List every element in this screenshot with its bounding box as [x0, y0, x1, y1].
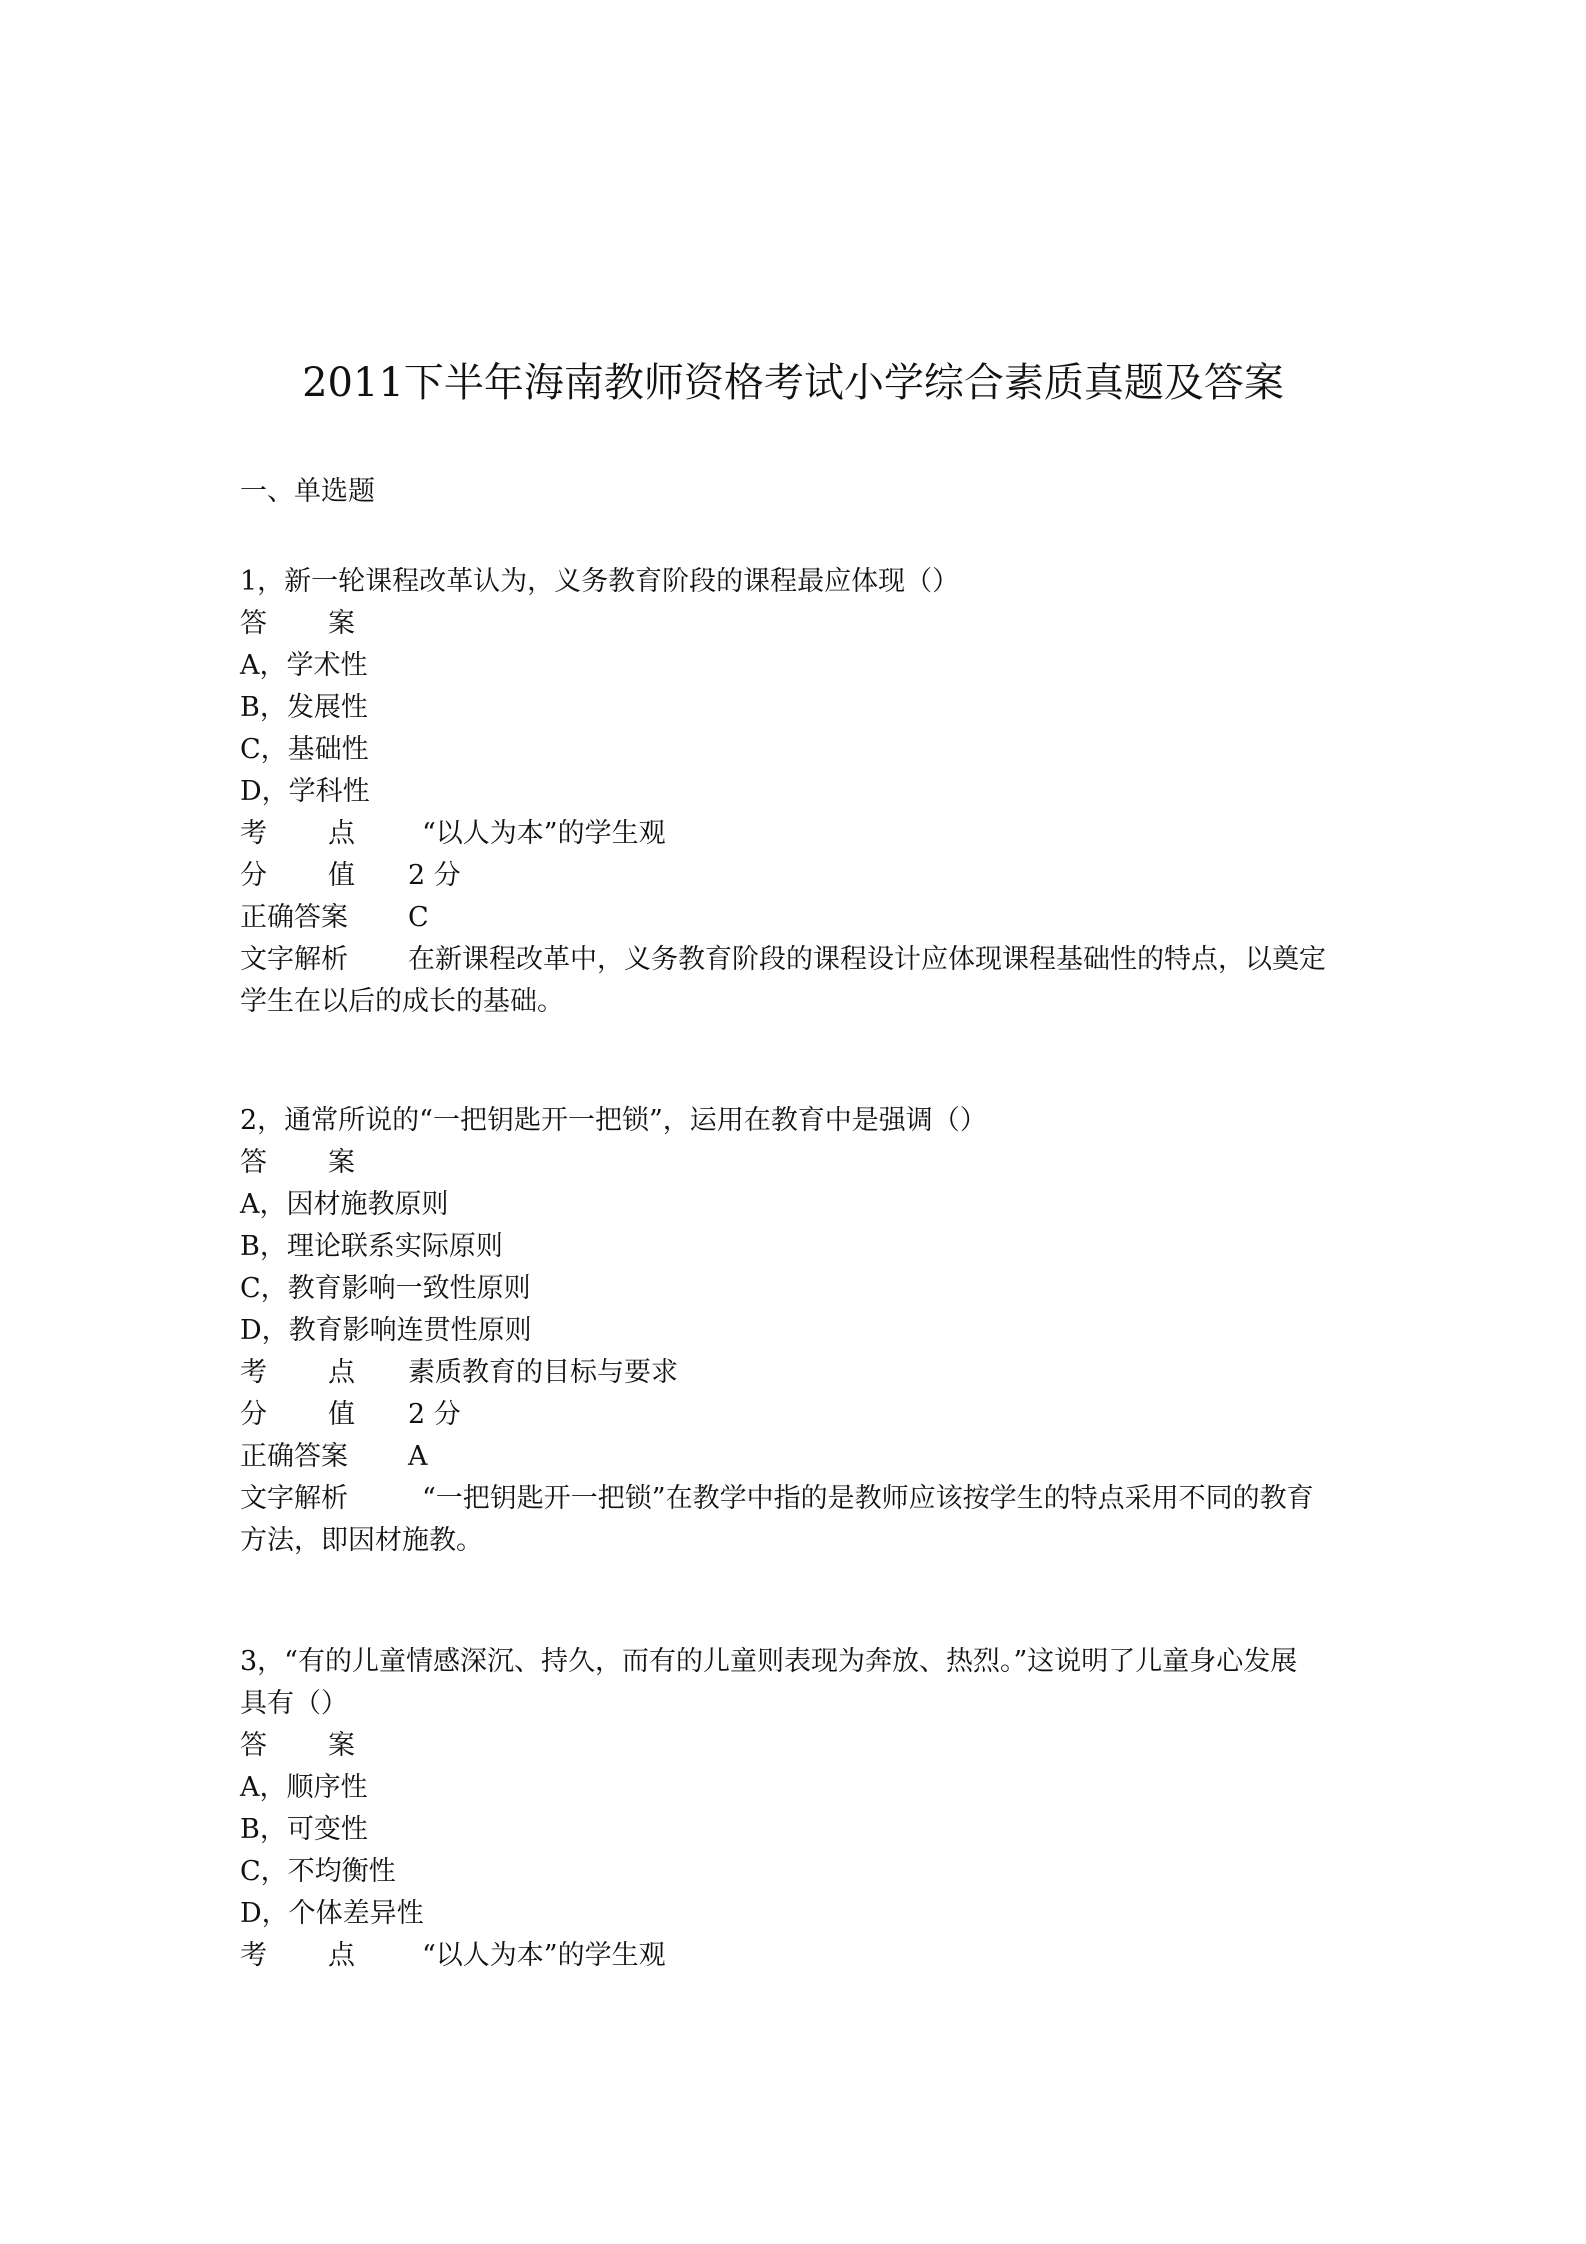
analysis-block [240, 939, 1350, 1023]
label-char: 考 [240, 818, 267, 849]
score-row [240, 1394, 1350, 1436]
analysis-text: 在新课程改革中，义务教育阶段的课程设计应体现课程基础性的特点，以奠定 [408, 944, 1326, 975]
point-value: “以人为本”的学生观 [422, 1940, 666, 1971]
label-char: 答 [240, 1147, 267, 1178]
analysis-label: 文字解析 [240, 1483, 348, 1514]
option-b: B，可变性 [240, 1814, 368, 1845]
option-d: D，教育影响连贯性原则 [240, 1315, 532, 1346]
section-heading: 一、单选题 [240, 476, 375, 507]
correct-row [240, 897, 1350, 939]
point-value: “以人为本”的学生观 [422, 818, 666, 849]
correct-value: A [408, 1441, 428, 1472]
label-char: 点 [328, 1940, 355, 1971]
score-value: 2 分 [408, 1399, 461, 1430]
option-b: B，发展性 [240, 692, 368, 723]
point-row [240, 813, 1350, 855]
label-char: 分 [240, 860, 267, 891]
answer-label-row [240, 1142, 1350, 1184]
question-stem: 3，“有的儿童情感深沉、持久，而有的儿童则表现为奔放、热烈。”这说明了儿童身心发展 [240, 1646, 1298, 1677]
analysis-block [240, 1478, 1350, 1562]
question-stem: 1，新一轮课程改革认为，义务教育阶段的课程最应体现（） [240, 566, 960, 597]
option-d: D，学科性 [240, 776, 370, 807]
option-a: A，学术性 [240, 650, 368, 681]
label-char: 值 [328, 860, 355, 891]
answer-label-row [240, 1725, 1350, 1767]
label-char: 分 [240, 1399, 267, 1430]
label-char: 答 [240, 608, 267, 639]
option-c: C，教育影响一致性原则 [240, 1273, 531, 1304]
analysis-text-cont: 学生在以后的成长的基础。 [240, 986, 564, 1017]
correct-value: C [408, 902, 429, 933]
label-char: 考 [240, 1940, 267, 1971]
answer-label-row [240, 603, 1350, 645]
point-row [240, 1935, 1350, 1977]
option-b: B，理论联系实际原则 [240, 1231, 503, 1262]
label-char: 考 [240, 1357, 267, 1388]
question-1 [240, 561, 1350, 1023]
analysis-label: 文字解析 [240, 944, 348, 975]
label-char: 案 [328, 608, 355, 639]
point-row [240, 1352, 1350, 1394]
point-value: 素质教育的目标与要求 [408, 1357, 678, 1388]
option-c: C，不均衡性 [240, 1856, 396, 1887]
label-char: 值 [328, 1399, 355, 1430]
correct-row [240, 1436, 1350, 1478]
question-3 [240, 1641, 1350, 1977]
score-row [240, 855, 1350, 897]
label-char: 点 [328, 1357, 355, 1388]
question-2 [240, 1100, 1350, 1562]
analysis-text-cont: 方法，即因材施教。 [240, 1525, 483, 1556]
option-c: C，基础性 [240, 734, 369, 765]
label-char: 案 [328, 1730, 355, 1761]
label-char: 答 [240, 1730, 267, 1761]
correct-label: 正确答案 [240, 902, 348, 933]
question-stem-cont: 具有（） [240, 1688, 348, 1719]
score-value: 2 分 [408, 860, 461, 891]
option-a: A，顺序性 [240, 1772, 368, 1803]
label-char: 点 [328, 818, 355, 849]
label-char: 案 [328, 1147, 355, 1178]
analysis-text: “一把钥匙开一把锁”在教学中指的是教师应该按学生的特点采用不同的教育 [422, 1483, 1314, 1514]
option-d: D，个体差异性 [240, 1898, 424, 1929]
question-stem: 2，通常所说的“一把钥匙开一把锁”，运用在教育中是强调（） [240, 1105, 987, 1136]
option-a: A，因材施教原则 [240, 1189, 449, 1220]
correct-label: 正确答案 [240, 1441, 348, 1472]
document-title: 2011下半年海南教师资格考试小学综合素质真题及答案 [302, 360, 1284, 406]
